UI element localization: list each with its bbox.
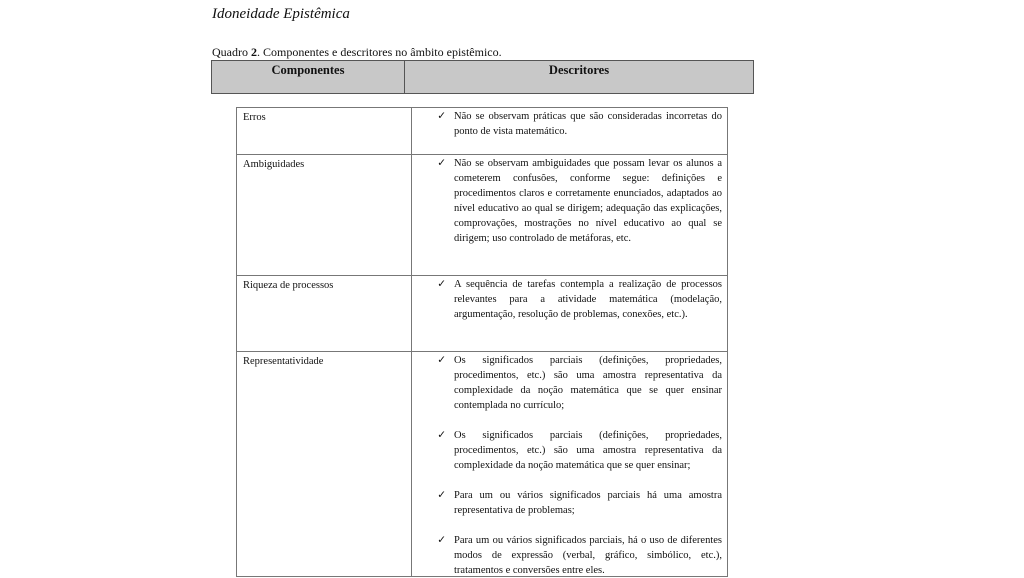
header-descriptors: Descritores xyxy=(548,63,610,77)
component-cell: Representatividade xyxy=(237,352,412,576)
table-row xyxy=(237,275,727,351)
table-row xyxy=(237,154,727,275)
descriptor-text: Não se observam ambiguidades que possam levar os alunos a cometerem confusões, conforme segue: definições e procedimentos claros e corretamente enunciados, adaptados ao nível educativo ao qual se dirigem; adequação das explicações, comprovações, mostrações no nível educativo ao qual se dirigem; uso controlado de metáforas, etc. xyxy=(454,158,722,244)
checkmark-icon: ✓ xyxy=(437,111,446,122)
component-cell: Ambiguidades xyxy=(237,155,412,275)
checkmark-icon: ✓ xyxy=(437,490,446,501)
descriptors-table xyxy=(236,107,728,577)
table-row xyxy=(237,351,727,576)
section-heading: Idoneidade Epistêmica xyxy=(212,6,350,22)
caption-number: 2 xyxy=(251,45,257,59)
header-components: Componentes xyxy=(212,61,405,93)
descriptor-cell xyxy=(412,155,727,275)
descriptor-text: Para um ou vários significados parciais, há o uso de diferentes modos de expressão (verbal, gráfico, simbólico, etc.), tratamentos e conversões entre eles. xyxy=(454,535,722,576)
table-header xyxy=(211,60,754,94)
descriptor-item xyxy=(416,353,722,413)
descriptor-text: Para um ou vários significados parciais há uma amostra representativa de problemas; xyxy=(454,490,722,516)
checkmark-icon: ✓ xyxy=(437,158,446,169)
descriptor-item xyxy=(416,109,722,139)
caption-prefix: Quadro xyxy=(212,45,251,59)
checkmark-icon: ✓ xyxy=(437,355,446,366)
checkmark-icon: ✓ xyxy=(437,535,446,546)
descriptor-text: Não se observam práticas que são consideradas incorretas do ponto de vista matemático. xyxy=(454,111,722,137)
checkmark-icon: ✓ xyxy=(437,430,446,441)
table-caption xyxy=(212,45,502,60)
descriptor-item xyxy=(416,156,722,246)
descriptor-text: A sequência de tarefas contempla a realização de processos relevantes para a atividade matemática (modelação, argumentação, resolução de problemas, conexões, etc.). xyxy=(454,279,722,320)
caption-text: . Componentes e descritores no âmbito epistêmico. xyxy=(257,45,502,59)
table-row xyxy=(237,108,727,154)
descriptor-item xyxy=(416,533,722,578)
descriptor-item xyxy=(416,488,722,518)
checkmark-icon: ✓ xyxy=(437,279,446,290)
descriptor-text: Os significados parciais (definições, propriedades, procedimentos, etc.) são uma amostra representativa da complexidade da noção matemática que se quer ensinar contemplada no currículo; xyxy=(454,355,722,411)
descriptor-cell xyxy=(412,108,727,154)
component-cell: Erros xyxy=(237,108,412,154)
descriptor-cell xyxy=(412,276,727,351)
descriptor-item xyxy=(416,428,722,473)
descriptor-item xyxy=(416,277,722,322)
component-cell: Riqueza de processos xyxy=(237,276,412,351)
descriptor-cell xyxy=(412,352,727,576)
descriptor-text: Os significados parciais (definições, propriedades, procedimentos, etc.) são uma amostra representativa da complexidade da noção matemática que se quer ensinar; xyxy=(454,430,722,471)
